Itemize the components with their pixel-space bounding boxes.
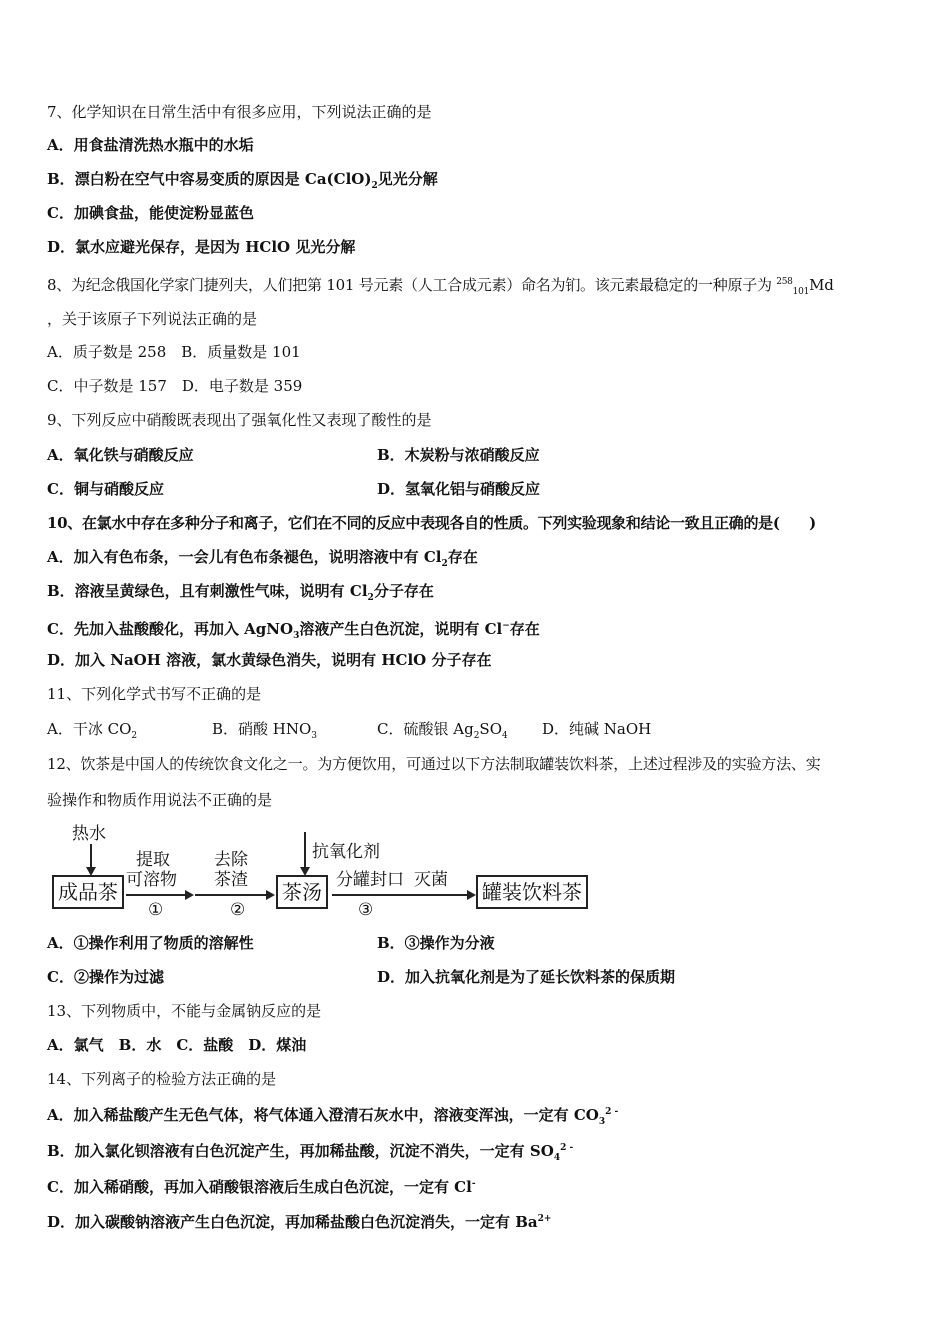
q10-option-a: A．加入有色布条，一会儿有色布条褪色，说明溶液中有 $Cl_2$存在 [47,548,478,569]
step2-number: ② [230,900,246,920]
q12-stem-cont: 验操作和物质作用说法不正确的是 [47,791,273,809]
arrow-right-icon [332,894,474,896]
step2-label-top: 去除 [214,850,248,870]
q13-options: A．氯气 B．水 C．盐酸 D．煤油 [47,1036,307,1054]
q8-options-ab: A．质子数是 258 B．质量数是 101 [47,343,301,361]
q9-stem: 9、下列反应中硝酸既表现出了强氧化性又表现了酸性的是 [47,411,432,429]
q8-stem-cont: ，关于该原子下列说法正确的是 [47,310,258,328]
q11-option-a: A．干冰 $CO_2$ [47,720,138,741]
q11-stem: 11、下列化学式书写不正确的是 [47,685,262,703]
arrow-right-icon [126,894,192,896]
arrow-down-icon [304,832,306,874]
q12-stem: 12、饮茶是中国人的传统饮食文化之一。为方便饮用，可通过以下方法制取罐装饮料茶，上述过程涉及的实验方法、实 [47,755,821,773]
q7-stem: 7、化学知识在日常生活中有很多应用，下列说法正确的是 [47,103,432,121]
q13-stem: 13、下列物质中，不能与金属钠反应的是 [47,1002,322,1020]
q12-option-a: A．①操作利用了物质的溶解性 [47,934,254,952]
q10-stem: 10、在氯水中存在多种分子和离子，它们在不同的反应中表现各自的性质。下列实验现象和结论一致且正确的是( ) [47,514,816,532]
q11-option-d: D．纯碱 NaOH [542,720,652,738]
q9-option-c: C．铜与硝酸反应 [47,480,164,498]
q10-option-d: D．加入 NaOH 溶液，氯水黄绿色消失，说明有 HClO 分子存在 [47,651,492,669]
q11-option-c: C．硫酸银 $Ag_2SO_4$ [377,720,508,741]
product-tea-box: 成品茶 [52,875,124,909]
q8-stem: 8、为纪念俄国化学家门捷列夫，人们把第 101 号元素（人工合成元素）命名为钔。该元素最稳定的一种原子为 $^{258}_{101}$Md [47,276,834,297]
q9-option-d: D．氢氧化铝与硝酸反应 [377,480,541,498]
q10-option-c: C．先加入盐酸酸化，再加入 AgNO$_3$溶液产生白色沉淀，说明有 Cl−存在 [47,620,540,641]
step1-number: ① [148,900,164,920]
q14-option-a: A．加入稀盐酸产生无色气体，将气体通入澄清石灰水中，溶液变浑浊，一定有 $CO_3^{2 -}$ [47,1106,619,1127]
q7-option-c: C．加碘食盐，能使淀粉显蓝色 [47,204,254,222]
q7-option-d: D．氯水应避光保存，是因为 HClO 见光分解 [47,238,356,256]
step1-label-top: 提取 [136,850,170,870]
q14-option-d: D．加入碳酸钠溶液产生白色沉淀，再加稀盐酸白色沉淀消失，一定有 $Ba^{2+}$ [47,1213,552,1231]
q7-option-a: A．用食盐清洗热水瓶中的水垢 [47,136,254,154]
q11-option-b: B．硝酸 $HNO_3$ [212,720,318,741]
q14-option-c: C．加入稀硝酸，再加入硝酸银溶液后生成白色沉淀，一定有 Cl- [47,1178,476,1196]
step1-label-bottom: 可溶物 [126,870,177,890]
tea-process-diagram [40,820,600,920]
arrow-right-icon [195,894,273,896]
step2-label-bottom: 茶渣 [214,870,248,890]
q12-option-d: D．加入抗氧化剂是为了延长饮料茶的保质期 [377,968,676,986]
hot-water-label: 热水 [72,824,106,844]
step3-label-b: 灭菌 [414,870,448,890]
canned-tea-box: 罐装饮料茶 [476,875,588,909]
arrow-down-icon [90,844,92,874]
q12-option-c: C．②操作为过滤 [47,968,164,986]
q9-option-a: A．氧化铁与硝酸反应 [47,446,194,464]
step3-number: ③ [358,900,374,920]
q7-option-b: B．漂白粉在空气中容易变质的原因是 $Ca(ClO)_2$见光分解 [47,170,438,191]
q14-option-b: B．加入氯化钡溶液有白色沉淀产生，再加稀盐酸，沉淀不消失，一定有 $SO_4^{2 -}$ [47,1142,574,1163]
q10-option-b: B．溶液呈黄绿色，且有刺激性气味，说明有 $Cl_2$分子存在 [47,582,434,603]
q12-option-b: B．③操作为分液 [377,934,495,952]
step3-label-a: 分罐封口 [336,870,404,890]
antioxidant-label: 抗氧化剂 [312,842,380,862]
q8-options-cd: C．中子数是 157 D．电子数是 359 [47,377,303,395]
tea-soup-box: 茶汤 [276,875,328,909]
q9-option-b: B．木炭粉与浓硝酸反应 [377,446,540,464]
q14-stem: 14、下列离子的检验方法正确的是 [47,1070,277,1088]
